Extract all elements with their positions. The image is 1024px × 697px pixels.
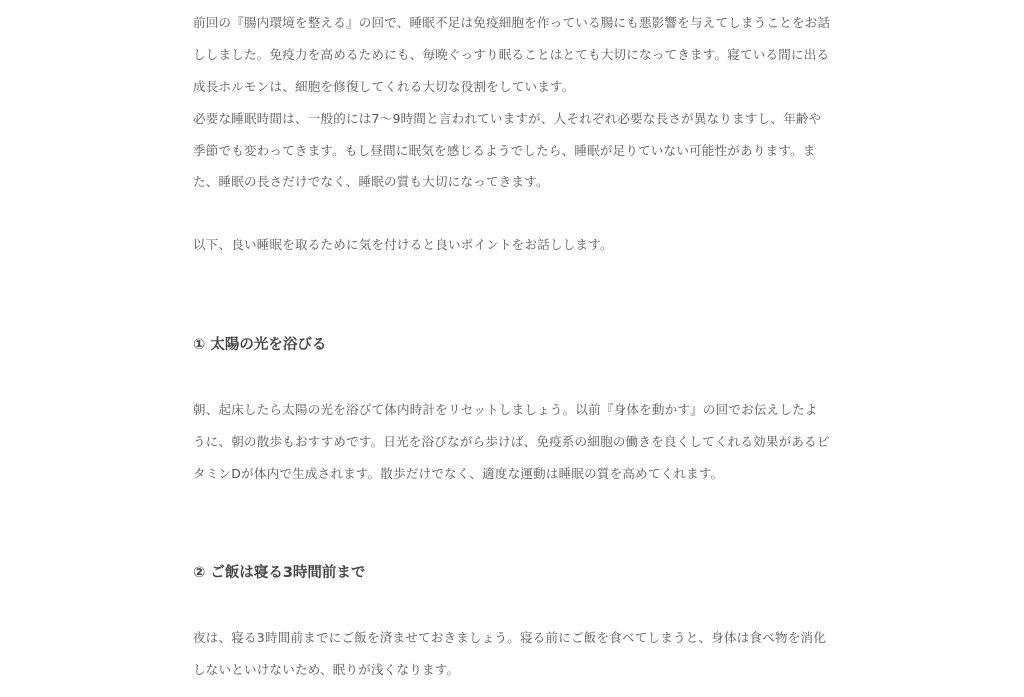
section-line: うに、朝の散歩もおすすめです。日光を浴びながら歩けば、免疫系の細胞の働きを良くしてくれる効果があるビ [193,434,830,449]
intro-line: た、睡眠の長さだけでなく、睡眠の質も大切になってきます。 [193,174,549,189]
intro-line: 季節でも変わってきます。もし昼間に眠気を感じるようでしたら、睡眠が足りていない可能性があります。ま [193,143,816,158]
section-heading: ② ご飯は寝る3時間前まで [193,565,366,581]
intro-line: 必要な睡眠時間は、一般的には7〜9時間と言われていますが、人それぞれ必要な長さが異なりますし、年齢や [193,111,822,126]
intro-line: 成長ホルモンは、細胞を修復してくれる大切な役割をしています。 [193,79,575,94]
intro-line: 前回の『腸内環境を整える』の回で、睡眠不足は免疫細胞を作っている腸にも悪影響を与えてしまうことをお話 [193,15,831,30]
intro-line: ししました。免疫力を高めるためにも、毎晩ぐっすり眠ることはとても大切になってきます。寝ている間に出る [193,47,830,62]
section-line: 朝、起床したら太陽の光を浴びて体内時計をリセットしましょう。以前『身体を動かす』の回でお伝えしたよ [193,402,818,417]
section-heading: ① 太陽の光を浴びる [193,337,327,353]
section-line: タミンDが体内で生成されます。散歩だけでなく、適度な運動は睡眠の質を高めてくれます。 [193,466,724,481]
section-line: しないといけないため、眠りが浅くなります。 [193,662,460,677]
section-line: 夜は、寝る3時間前までにご飯を済ませておきましょう。寝る前にご飯を食べてしまうと、身体は食べ物を消化 [193,630,826,645]
intro-lead: 以下、良い睡眠を取るために気を付けると良いポイントをお話しします。 [193,237,613,252]
